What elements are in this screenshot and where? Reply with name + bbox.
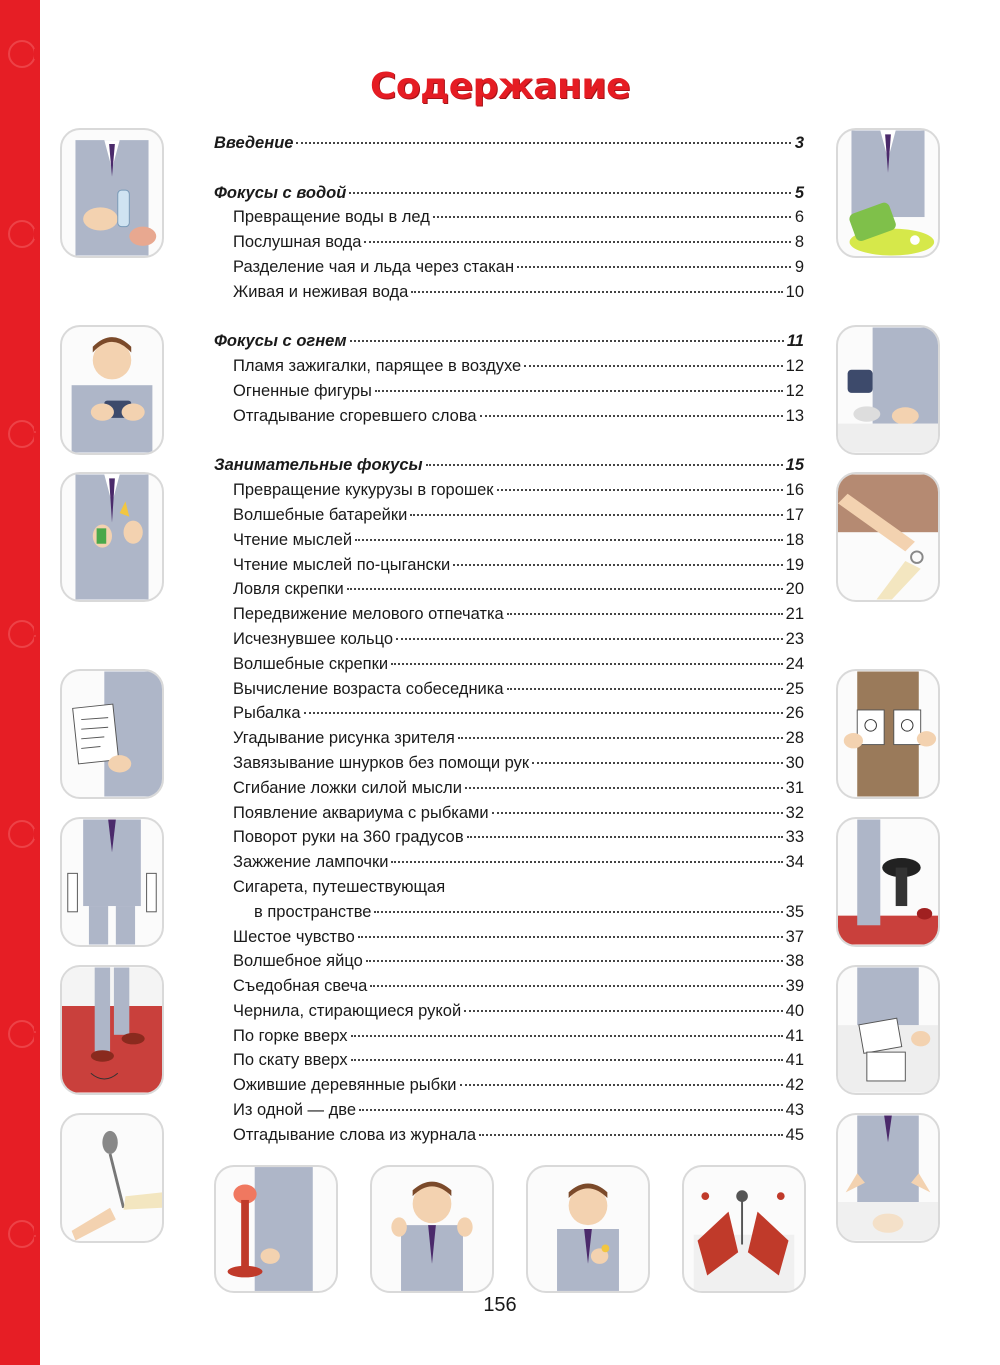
toc-label: Вычисление возраста собеседника [233, 679, 504, 698]
toc-page: 31 [785, 778, 804, 797]
table-of-contents [214, 131, 804, 1148]
toc-page: 25 [785, 679, 804, 698]
toc-item[interactable] [214, 776, 804, 801]
toc-label: Из одной — две [233, 1101, 357, 1120]
toc-page: 32 [785, 803, 804, 822]
illustration-candle [214, 1165, 338, 1293]
toc-page: 45 [785, 1125, 804, 1144]
illustration-man-hands [370, 1165, 494, 1293]
illustration-standing-man [60, 817, 164, 947]
toc-item[interactable] [214, 503, 804, 528]
toc-label: Передвижение мелового отпечатка [233, 605, 504, 624]
toc-label: Появление аквариума с рыбками [233, 803, 489, 822]
illustration-red-floor [60, 965, 164, 1095]
toc-label: По горке вверх [233, 1026, 348, 1045]
toc-label: Волшебные батарейки [233, 505, 408, 524]
toc-label: Фокусы с водой [214, 183, 347, 202]
toc-page: 24 [785, 654, 804, 673]
toc-page: 9 [794, 257, 804, 276]
toc-section-intro[interactable] [214, 131, 804, 156]
toc-page: 43 [785, 1101, 804, 1120]
toc-label: Поворот руки на 360 градусов [233, 828, 464, 847]
illustration-ink-paper [836, 965, 940, 1095]
toc-page: 35 [785, 902, 804, 921]
toc-page: 16 [785, 481, 804, 500]
red-border [0, 0, 40, 1365]
illustration-hands-ring [836, 472, 940, 602]
toc-item[interactable] [214, 379, 804, 404]
toc-item[interactable] [214, 255, 804, 280]
illustration-lighter [60, 325, 164, 455]
decor-swirl-icon [8, 620, 36, 648]
toc-page: 39 [785, 977, 804, 996]
toc-page: 38 [785, 952, 804, 971]
illustration-spoon [60, 1113, 164, 1243]
toc-label: Зажжение лампочки [233, 853, 389, 872]
toc-item[interactable] [214, 850, 804, 875]
toc-page: 33 [785, 828, 804, 847]
illustration-battery [60, 472, 164, 602]
illustration-lamp [836, 817, 940, 947]
toc-page: 11 [786, 332, 804, 351]
illustration-egg [836, 1113, 940, 1243]
toc-label: Волшебные скрепки [233, 654, 389, 673]
page-number: 156 [483, 1294, 517, 1316]
toc-page: 13 [785, 406, 804, 425]
toc-section-fire[interactable] [214, 329, 804, 354]
toc-label: Съедобная свеча [233, 977, 368, 996]
toc-item[interactable] [214, 801, 804, 826]
toc-page: 41 [785, 1051, 804, 1070]
toc-page: 12 [785, 381, 804, 400]
toc-item[interactable] [214, 701, 804, 726]
toc-label: Сигарета, путешествующая [233, 877, 446, 896]
page-title: Содержание [369, 66, 631, 107]
toc-page: 6 [794, 208, 804, 227]
toc-label: Фокусы с огнем [214, 332, 347, 351]
decor-swirl-icon [8, 220, 36, 248]
toc-label: Угадывание рисунка зрителя [233, 729, 455, 748]
toc-page: 19 [785, 555, 804, 574]
toc-item[interactable] [214, 627, 804, 652]
toc-label: По скату вверх [233, 1051, 348, 1070]
toc-page: 34 [785, 853, 804, 872]
toc-item[interactable] [214, 478, 804, 503]
toc-page: 20 [785, 580, 804, 599]
toc-label: в пространстве [254, 902, 372, 921]
decor-swirl-icon [8, 820, 36, 848]
toc-item[interactable] [214, 925, 804, 950]
toc-section-water[interactable] [214, 181, 804, 206]
toc-page: 18 [785, 530, 804, 549]
toc-item[interactable] [214, 1048, 804, 1073]
toc-item[interactable] [214, 1123, 804, 1148]
toc-item[interactable] [214, 1073, 804, 1098]
toc-item[interactable] [214, 553, 804, 578]
toc-item[interactable] [214, 404, 804, 429]
toc-page: 30 [785, 753, 804, 772]
toc-page: 40 [785, 1001, 804, 1020]
toc-item[interactable] [214, 577, 804, 602]
illustration-paper-age [60, 669, 164, 799]
toc-label: Рыбалка [233, 704, 301, 723]
toc-item[interactable] [214, 652, 804, 677]
toc-item[interactable] [214, 528, 804, 553]
decor-swirl-icon [8, 1020, 36, 1048]
toc-label: Ожившие деревянные рыбки [233, 1076, 457, 1095]
toc-label: Сгибание ложки силой мысли [233, 778, 462, 797]
toc-item-wrapped-line2[interactable] [214, 900, 804, 925]
toc-label: Завязывание шнурков без помощи рук [233, 753, 530, 772]
illustration-drawing-cards [836, 669, 940, 799]
toc-page: 15 [785, 456, 804, 475]
toc-page: 8 [794, 233, 804, 252]
toc-item[interactable] [214, 1024, 804, 1049]
toc-item[interactable] [214, 751, 804, 776]
toc-page: 28 [785, 729, 804, 748]
toc-label: Огненные фигуры [233, 381, 372, 400]
toc-page: 23 [785, 629, 804, 648]
toc-item-wrapped-line1[interactable] [214, 875, 804, 900]
toc-label: Разделение чая и льда через стакан [233, 257, 515, 276]
toc-page: 10 [785, 282, 804, 301]
toc-section-fun[interactable] [214, 453, 804, 478]
toc-label: Живая и неживая вода [233, 282, 409, 301]
illustration-man-object [526, 1165, 650, 1293]
toc-item[interactable] [214, 205, 804, 230]
toc-label: Введение [214, 134, 294, 152]
toc-label: Отгадывание слова из журнала [233, 1125, 477, 1144]
decor-swirl-icon [8, 1220, 36, 1248]
toc-label: Превращение кукурузы в горошек [233, 481, 494, 500]
toc-label: Чтение мыслей [233, 530, 353, 549]
toc-item[interactable] [214, 999, 804, 1024]
toc-label: Превращение воды в лед [233, 208, 430, 227]
illustration-fish-box [682, 1165, 806, 1293]
toc-page: 26 [785, 704, 804, 723]
decor-swirl-icon [8, 420, 36, 448]
toc-page: 5 [794, 183, 804, 202]
toc-item[interactable] [214, 949, 804, 974]
toc-label: Послушная вода [233, 233, 362, 252]
toc-item[interactable] [214, 1098, 804, 1123]
toc-page: 17 [785, 505, 804, 524]
illustration-burnt-paper [836, 325, 940, 455]
decor-swirl-icon [8, 40, 36, 68]
toc-label: Отгадывание сгоревшего слова [233, 406, 477, 425]
toc-item[interactable] [214, 677, 804, 702]
toc-item[interactable] [214, 354, 804, 379]
toc-page: 42 [785, 1076, 804, 1095]
toc-item[interactable] [214, 230, 804, 255]
toc-label: Исчезнувшее кольцо [233, 629, 394, 648]
toc-item[interactable] [214, 974, 804, 999]
toc-page: 12 [785, 357, 804, 376]
toc-label: Занимательные фокусы [214, 456, 423, 475]
toc-page: 3 [794, 134, 804, 152]
toc-page: 41 [785, 1026, 804, 1045]
toc-item[interactable] [214, 280, 804, 305]
toc-item[interactable] [214, 825, 804, 850]
toc-item[interactable] [214, 602, 804, 627]
illustration-glass-water [836, 128, 940, 258]
toc-label: Пламя зажигалки, парящее в воздухе [233, 357, 522, 376]
toc-page: 21 [785, 605, 804, 624]
toc-item[interactable] [214, 726, 804, 751]
toc-label: Чтение мыслей по-цыгански [233, 555, 451, 574]
toc-label: Волшебное яйцо [233, 952, 363, 971]
illustration-water-bottle [60, 128, 164, 258]
toc-label: Ловля скрепки [233, 580, 344, 599]
toc-page: 37 [785, 927, 804, 946]
toc-label: Шестое чувство [233, 927, 355, 946]
toc-label: Чернила, стирающиеся рукой [233, 1001, 462, 1020]
